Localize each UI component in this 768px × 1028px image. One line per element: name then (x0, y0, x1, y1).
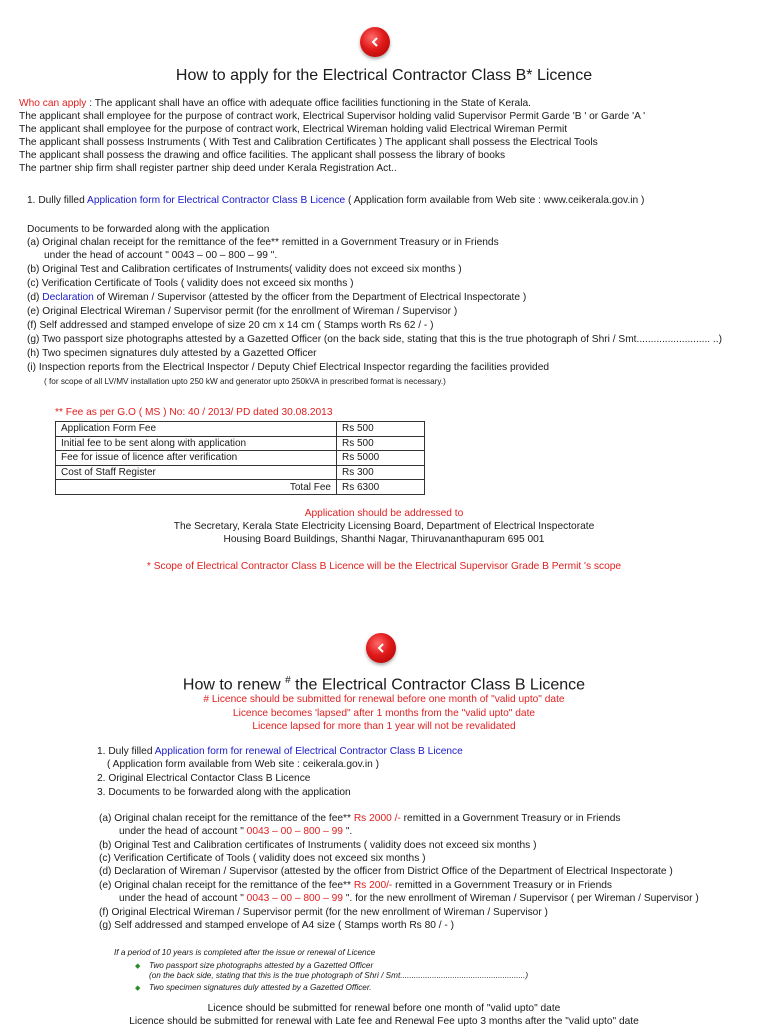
renew-step-1 (97, 746, 463, 758)
doc-h: (h) Two specimen signatures duly attested by a Gazetted Officer (27, 348, 317, 359)
doc-d-suffix: of Wireman / Supervisor (attested by the officer from the Department of Electrical Inspectorate ) (93, 292, 527, 303)
renew-doc-e-line2 (119, 893, 699, 905)
renew-step-3: 3. Documents to be forwarded along with the application (97, 787, 351, 798)
doc-i-note: ( for scope of all LV/MV installation upto 250 kW and generator upto 250kVA in prescribed format is necessary.) (44, 377, 446, 386)
fee-row (56, 465, 425, 480)
bullet-icon: ◆ (135, 985, 141, 992)
renew-step-2: 2. Original Electrical Contactor Class B Licence (97, 773, 311, 784)
fee-row (56, 451, 425, 466)
requirement-1: The applicant shall employee for the purpose of contract work, Electrical Supervisor holding valid Supervisor Permit Garde 'B ' or Garde 'A ' (19, 111, 646, 122)
renew-doc-g: (g) Self addressed and stamped envelope of A4 size ( Stamps worth Rs 80 / - ) (99, 920, 455, 931)
bullet-icon: ◆ (135, 963, 141, 970)
page-title: How to apply for the Electrical Contractor Class B* Licence (175, 67, 593, 84)
total-amount: Rs 6300 (337, 480, 425, 495)
requirement-2: The applicant shall employee for the purpose of contract work, Electrical Wireman holding valid Electrical Wireman Permit (19, 124, 568, 135)
renew-title-part2: the Electrical Contractor Class B Licence (290, 676, 586, 694)
step-1-prefix: 1. Dully filled (27, 195, 88, 206)
renewal-form-link[interactable]: Application form for renewal of Electrical Contractor Class B Licence (154, 746, 463, 757)
fee-row (56, 422, 425, 437)
doc-g: (g) Two passport size photographs attested by a Gazetted Officer (on the back side, stating that this is the true photograph of Shri / Smt.......................... ..) (27, 334, 722, 345)
fee-heading: ** Fee as per G.O ( MS ) No: 40 / 2013/ PD dated 30.08.2013 (55, 407, 333, 418)
renew-note-1: # Licence should be submitted for renewal before one month of "valid upto" date (203, 694, 565, 705)
renew-e1-amount: Rs 200/- (353, 880, 393, 891)
doc-f: (f) Self addressed and stamped envelope of size 20 cm x 14 cm ( Stamps worth Rs 62 / - ) (27, 320, 434, 331)
back-button[interactable] (360, 27, 390, 57)
bottom-note-2: Licence should be submitted for renewal with Late fee and Renewal Fee upto 3 months after the "valid upto" date (129, 1016, 639, 1027)
fee-row (56, 436, 425, 451)
renew-doc-f: (f) Original Electrical Wireman / Supervisor permit (for the new enrollment of Wireman / Supervisor ) (99, 907, 548, 918)
renew-title-hash: # (285, 675, 291, 686)
renew-step-1-sub: ( Application form available from Web site : ceikerala.gov.in ) (107, 759, 379, 770)
total-label: Total Fee (56, 480, 337, 495)
address-heading: Application should be addressed to (304, 508, 464, 519)
renew-title (0, 675, 768, 694)
renew-doc-c: (c) Verification Certificate of Tools ( validity does not exceed six months ) (99, 853, 426, 864)
fee-item: Cost of Staff Register (56, 465, 337, 480)
doc-b: (b) Original Test and Calibration certificates of Instruments( validity does not exceed six months ) (27, 264, 462, 275)
fee-item: Fee for issue of licence after verification (56, 451, 337, 466)
who-label: Who can apply (19, 98, 87, 109)
doc-c: (c) Verification Certificate of Tools ( validity does not exceed six months ) (27, 278, 354, 289)
fee-amount: Rs 300 (337, 465, 425, 480)
declaration-link[interactable]: Declaration (42, 292, 94, 303)
fee-total-row (56, 480, 425, 495)
address-line-1: The Secretary, Kerala State Electricity Licensing Board, Department of Electrical Inspectorate (173, 521, 595, 532)
ten-year-heading: If a period of 10 years is completed after the issue or renewal of Licence (114, 948, 376, 957)
doc-e: (e) Original Electrical Wireman / Supervisor permit (for the enrollment of Wireman / Supervisor ) (27, 306, 458, 317)
doc-a-line1: (a) Original chalan receipt for the remittance of the fee** remitted in a Government Treasury or in Friends (27, 237, 499, 248)
documents-heading: Documents to be forwarded along with the application (27, 224, 270, 235)
renew-doc-a-line2 (119, 826, 352, 838)
doc-i: (i) Inspection reports from the Electrical Inspector / Deputy Chief Electrical Inspector regarding the facilities provided (27, 362, 550, 373)
renew-doc-a-line1 (99, 813, 621, 825)
bottom-note-1: Licence should be submitted for renewal before one month of "valid upto" date (207, 1003, 561, 1014)
requirement-4: The applicant shall possess the drawing and office facilities. The applicant shall possess the library of books (19, 150, 506, 161)
fee-item: Application Form Fee (56, 422, 337, 437)
requirement-3: The applicant shall possess Instruments ( With Test and Calibration Certificates ) The applicant shall possess the Electrical Tools (19, 137, 598, 148)
doc-d-prefix: (d) (27, 292, 43, 303)
renew-e1-suffix: remitted in a Government Treasury or in Friends (392, 880, 613, 891)
requirement-5: The partner ship firm shall register partner ship deed under Kerala Registration Act.. (19, 163, 397, 174)
ten-year-item-2-text: Two specimen signatures duly attested by a Gazetted Officer. (149, 983, 372, 992)
renew-a1-suffix: remitted in a Government Treasury or in Friends (400, 813, 621, 824)
renew-note-2: Licence becomes 'lapsed" after 1 months from the "valid upto" date (232, 708, 536, 719)
application-form-link[interactable]: Application form for Electrical Contractor Class B Licence (87, 195, 346, 206)
fee-amount: Rs 500 (337, 422, 425, 437)
renew-a1-amount: Rs 2000 /- (353, 813, 401, 824)
fee-amount: Rs 500 (337, 436, 425, 451)
step-1 (27, 195, 644, 207)
renew-e1-prefix: (e) Original chalan receipt for the remittance of the fee** (99, 880, 354, 891)
step-1-suffix: ( Application form available from Web site : www.ceikerala.gov.in ) (345, 195, 645, 206)
fee-table (55, 421, 425, 495)
chevron-left-icon (375, 642, 387, 654)
scope-note: * Scope of Electrical Contractor Class B Licence will be the Electrical Supervisor Grade B Permit 's scope (146, 561, 622, 572)
renew-e2-prefix: under the head of account " (119, 893, 247, 904)
renew-a2-code: 0043 – 00 – 800 – 99 (246, 826, 343, 837)
chevron-left-icon (369, 36, 381, 48)
renew-a2-suffix: ". (342, 826, 353, 837)
who-text: : The applicant shall have an office with adequate office facilities functioning in the State of Kerala. (86, 98, 531, 109)
doc-d (27, 292, 526, 304)
renew-doc-d: (d) Declaration of Wireman / Supervisor (attested by the officer from District Office of the Department of Electrical Inspectorate ) (99, 866, 673, 877)
who-can-apply (19, 98, 531, 110)
renew-e2-suffix: ". for the new enrollment of Wireman / Supervisor ( per Wireman / Supervisor ) (342, 893, 699, 904)
renew-a2-prefix: under the head of account " (119, 826, 247, 837)
ten-year-item-1-text: Two passport size photographs attested by a Gazetted Officer (149, 961, 374, 970)
ten-year-item-2 (135, 982, 372, 995)
renew-a1-prefix: (a) Original chalan receipt for the remittance of the fee** (99, 813, 354, 824)
renew-doc-b: (b) Original Test and Calibration certificates of Instruments ( validity does not exceed six months ) (99, 840, 537, 851)
ten-year-item-1b: (on the back side, stating that this is the true photograph of Shri / Smt.......................................................) (149, 971, 529, 980)
renew-doc-e-line1 (99, 880, 612, 892)
doc-a-line2: under the head of account " 0043 – 00 – 800 – 99 ". (44, 250, 278, 261)
back-button-renew[interactable] (366, 633, 396, 663)
fee-item: Initial fee to be sent along with application (56, 436, 337, 451)
address-line-2: Housing Board Buildings, Shanthi Nagar, Thiruvananthapuram 695 001 (223, 534, 545, 545)
renew-e2-code: 0043 – 00 – 800 – 99 (246, 893, 343, 904)
fee-amount: Rs 5000 (337, 451, 425, 466)
renew-note-3: Licence lapsed for more than 1 year will not be revalidated (252, 721, 516, 732)
renew-step-1-prefix: 1. Duly filled (97, 746, 155, 757)
renew-title-part1: How to renew (182, 676, 286, 694)
